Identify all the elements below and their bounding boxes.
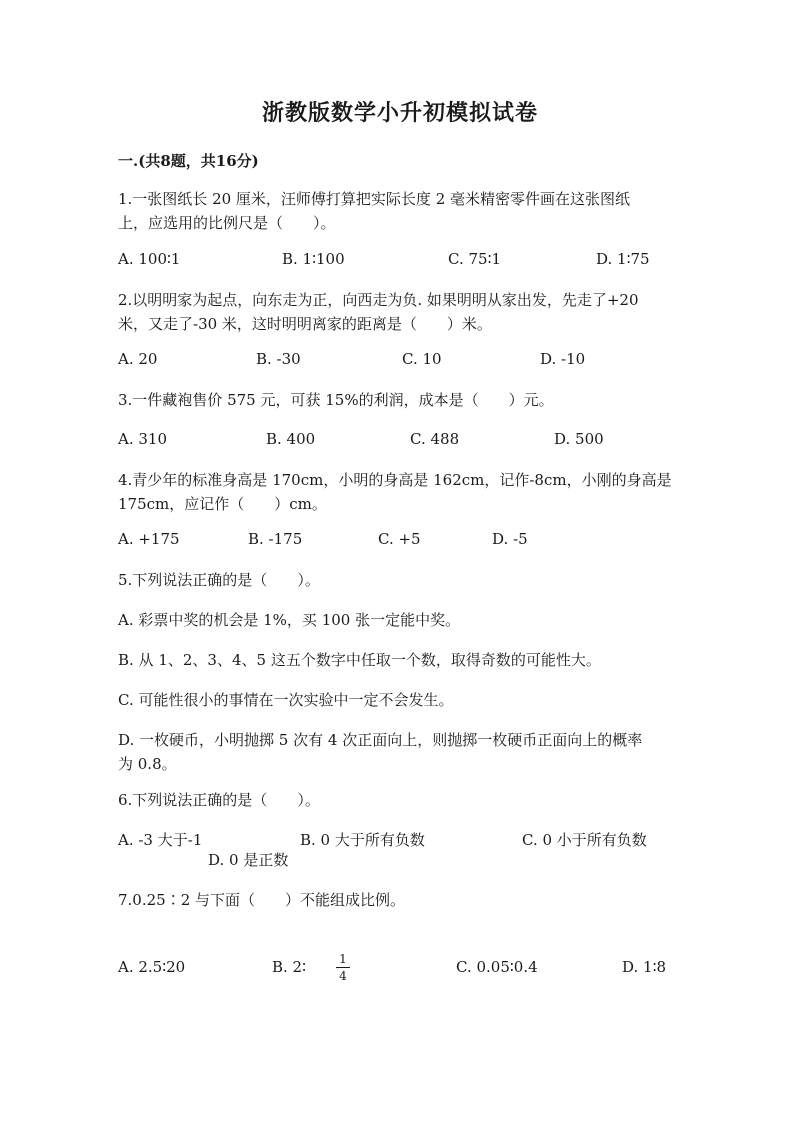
q2-option-c[interactable]: C. 10 (402, 350, 442, 368)
question-7-text: 7.0.25∶2 与下面（ ）不能组成比例。 (118, 891, 406, 909)
q4-option-b[interactable]: B. -175 (248, 530, 303, 548)
q4-option-c[interactable]: C. +5 (378, 530, 421, 548)
q7-option-a[interactable]: A. 2.5∶20 (118, 958, 186, 976)
q2-option-d[interactable]: D. -10 (540, 350, 586, 368)
q6-option-b[interactable]: B. 0 大于所有负数 (300, 831, 425, 849)
q5-option-b[interactable]: B. 从 1、2、3、4、5 这五个数字中任取一个数，取得奇数的可能性大。 (118, 651, 601, 669)
question-6-text: 6.下列说法正确的是（ ）。 (118, 791, 320, 809)
q3-option-a[interactable]: A. 310 (118, 430, 167, 448)
fraction-denominator: 4 (339, 969, 347, 983)
question-4-text-cont: 175cm，应记作（ ）cm。 (118, 495, 327, 513)
q7-option-b[interactable]: B. 2∶ (272, 958, 307, 976)
fraction-bar (336, 967, 350, 968)
q1-option-b[interactable]: B. 1∶100 (282, 250, 345, 268)
question-2-text: 2.以明明家为起点，向东走为正，向西走为负. 如果明明从家出发，先走了+20 (118, 291, 639, 309)
q7-option-b-fraction (336, 952, 350, 983)
q1-option-d[interactable]: D. 1∶75 (596, 250, 650, 268)
q7-option-d[interactable]: D. 1∶8 (622, 958, 667, 976)
q3-option-b[interactable]: B. 400 (266, 430, 316, 448)
fraction-numerator: 1 (339, 952, 347, 966)
q6-option-a[interactable]: A. -3 大于-1 (118, 831, 203, 849)
q6-option-c[interactable]: C. 0 小于所有负数 (522, 831, 647, 849)
q5-option-c[interactable]: C. 可能性很小的事情在一次实验中一定不会发生。 (118, 691, 454, 709)
question-4-text: 4.青少年的标准身高是 170cm，小明的身高是 162cm，记作-8cm，小刚的身高是 (118, 471, 672, 489)
q5-option-d[interactable]: D. 一枚硬币，小明抛掷 5 次有 4 次正面向上，则抛掷一枚硬币正面向上的概率 (118, 731, 643, 749)
q4-option-d[interactable]: D. -5 (492, 530, 528, 548)
q3-option-d[interactable]: D. 500 (554, 430, 604, 448)
q5-option-a[interactable]: A. 彩票中奖的机会是 1%，买 100 张一定能中奖。 (118, 611, 461, 629)
page-title: 浙教版数学小升初模拟试卷 (261, 100, 538, 126)
question-5-text: 5.下列说法正确的是（ ）。 (118, 571, 320, 589)
question-3-text: 3.一件藏袍售价 575 元，可获 15%的利润，成本是（ ）元。 (118, 391, 554, 409)
q6-option-d[interactable]: D. 0 是正数 (208, 851, 289, 869)
section-heading: 一.(共8题，共16分) (118, 152, 259, 170)
question-1-text: 1.一张图纸长 20 厘米，汪师傅打算把实际长度 2 毫米精密零件画在这张图纸 (118, 190, 631, 208)
q1-option-c[interactable]: C. 75∶1 (448, 250, 502, 268)
q2-option-b[interactable]: B. -30 (256, 350, 301, 368)
q4-option-a[interactable]: A. +175 (118, 530, 180, 548)
q5-option-d-cont: 为 0.8。 (118, 755, 177, 773)
q1-option-a[interactable]: A. 100∶1 (118, 250, 181, 268)
question-2-text-cont: 米，又走了-30 米，这时明明离家的距离是（ ）米。 (118, 315, 492, 333)
question-1-text-cont: 上，应选用的比例尺是（ ）。 (118, 214, 336, 232)
q2-option-a[interactable]: A. 20 (118, 350, 158, 368)
q3-option-c[interactable]: C. 488 (410, 430, 460, 448)
q7-option-c[interactable]: C. 0.05∶0.4 (456, 958, 538, 976)
